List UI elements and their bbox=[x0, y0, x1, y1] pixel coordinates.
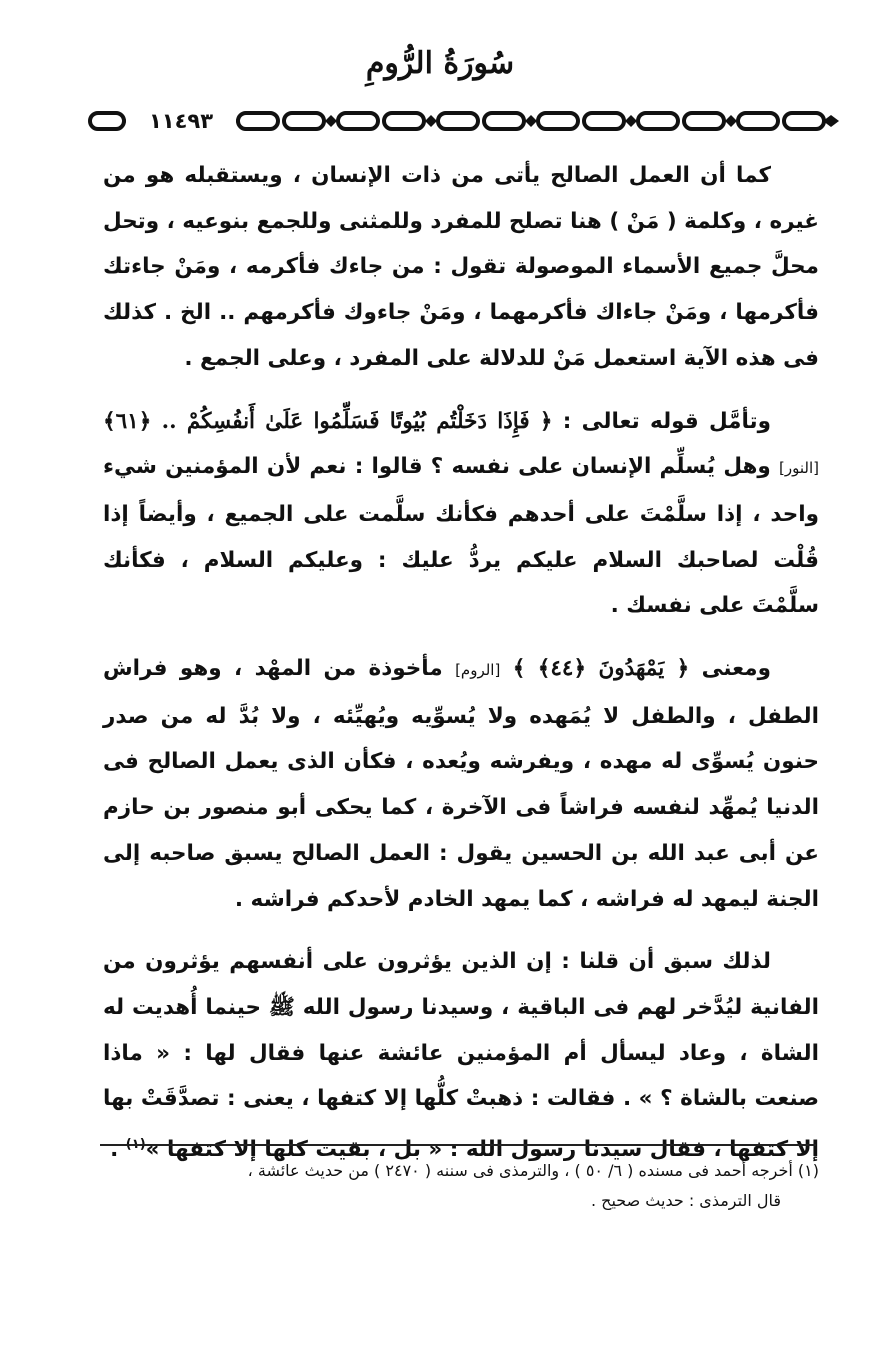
paragraph-2 bbox=[103, 399, 819, 630]
paragraph-4 bbox=[103, 939, 819, 1173]
footnote-marker: (١) bbox=[125, 1137, 146, 1153]
paragraph-4-text: لذلك سبق أن قلنا : إن الذين يؤثرون على أنفسهم يؤثرون من الفانية ليُدَّخر لهم فى الباقية ، وسيدنا رسول الله ﷺ حينما أُهديت له الشاة ، وعاد ليسأل أم المؤمنين عائشة عنها فقال لها : « ماذا صنعت بالشاة ؟ » . فقالت : ذهبتْ كلُّها إلا كتفها ، يعنى : تصدَّقَتْ بها إلا كتفها ، فقال سيدنا رسول الله : « بل ، بقيت كلها إلا كتفها » bbox=[103, 949, 819, 1163]
quran-verse-an-nur: ﴿ فَإِذَا دَخَلْتُم بُيُوتًا فَسَلِّمُوا عَلَىٰ أَنفُسِكُمْ .. ﴿٦١﴾ bbox=[103, 408, 553, 434]
footnotes bbox=[103, 1156, 819, 1216]
paragraph-3-text: مأخوذة من المهْد ، وهو فراش الطفل ، والطفل لا يُمَهده ولا يُسوِّيه ويُهيِّئه ، ولا بُدَّ له من صدر حنون يُسوِّى له مهده ، ويفرشه ويُعده ، فكأن الذى يعمل الصالح فى الدنيا يُمهِّد لنفسه فراشاً فى الآخرة ، كما يحكى أبو منصور بن حازم عن أبى عبد الله بن الحسين يقول : العمل الصالح يسبق صاحبه إلى الجنة ليمهد له فراشه ، كما يمهد الخادم لأحدكم فراشه . bbox=[103, 656, 819, 912]
surah-reference-an-nur: [النور] bbox=[779, 459, 819, 478]
paragraph-3 bbox=[103, 646, 819, 922]
paragraph-2-intro: وتأمَّل قوله تعالى : bbox=[562, 408, 771, 434]
decorative-border bbox=[88, 104, 848, 138]
page-number: ١١٤٩٣ bbox=[126, 108, 236, 134]
paragraph-2-text: وهل يُسلِّم الإنسان على نفسه ؟ قالوا : نعم لأن المؤمنين شيء واحد ، إذا سلَّمْتَ على أحدهم فكأنك سلَّمت على الجميع ، وأيضاً إذا قُلْت لصاحبك السلام عليكم يردُّ عليك : وعليكم السلام ، فكأنك سلَّمْتَ على نفسك . bbox=[103, 454, 819, 619]
footnote-1-line-2: قال الترمذى : حديث صحيح . bbox=[590, 1191, 781, 1210]
footnote-1-line-1: (١) أخرجه أحمد فى مسنده ( ٦/ ٥٠ ) ، والترمذى فى سننه ( ٢٤٧٠ ) من حديث عائشة ، bbox=[247, 1161, 819, 1180]
surah-title: سُورَةُ الرُّومِ bbox=[365, 46, 515, 81]
paragraph-4-end: . bbox=[110, 1137, 126, 1163]
paragraph-1 bbox=[103, 153, 819, 382]
body-text bbox=[103, 153, 819, 1173]
paragraph-1-text: كما أن العمل الصالح يأتى من ذات الإنسان ، ويستقبله هو من غيره ، وكلمة ( مَنْ ) هنا تصلح للمفرد وللمثنى وللجمع بنوعيه ، وتحل محلَّ جميع الأسماء الموصولة تقول : من جاءك فأكرمه ، ومَنْ جاءتك فأكرمها ، ومَنْ جاءاك فأكرمهما ، ومَنْ جاءوك فأكرمهم .. الخ . كذلك فى هذه الآية استعمل مَنْ للدلالة على المفرد ، وعلى الجمع . bbox=[103, 163, 819, 371]
paragraph-3-intro: ومعنى bbox=[701, 656, 771, 682]
quran-verse-ar-rum: ﴿ يَمْهَدُونَ ﴿٤٤﴾ ﴾ bbox=[512, 656, 690, 682]
footnote-divider bbox=[100, 1144, 816, 1146]
surah-reference-ar-rum: [الروم] bbox=[455, 661, 501, 680]
